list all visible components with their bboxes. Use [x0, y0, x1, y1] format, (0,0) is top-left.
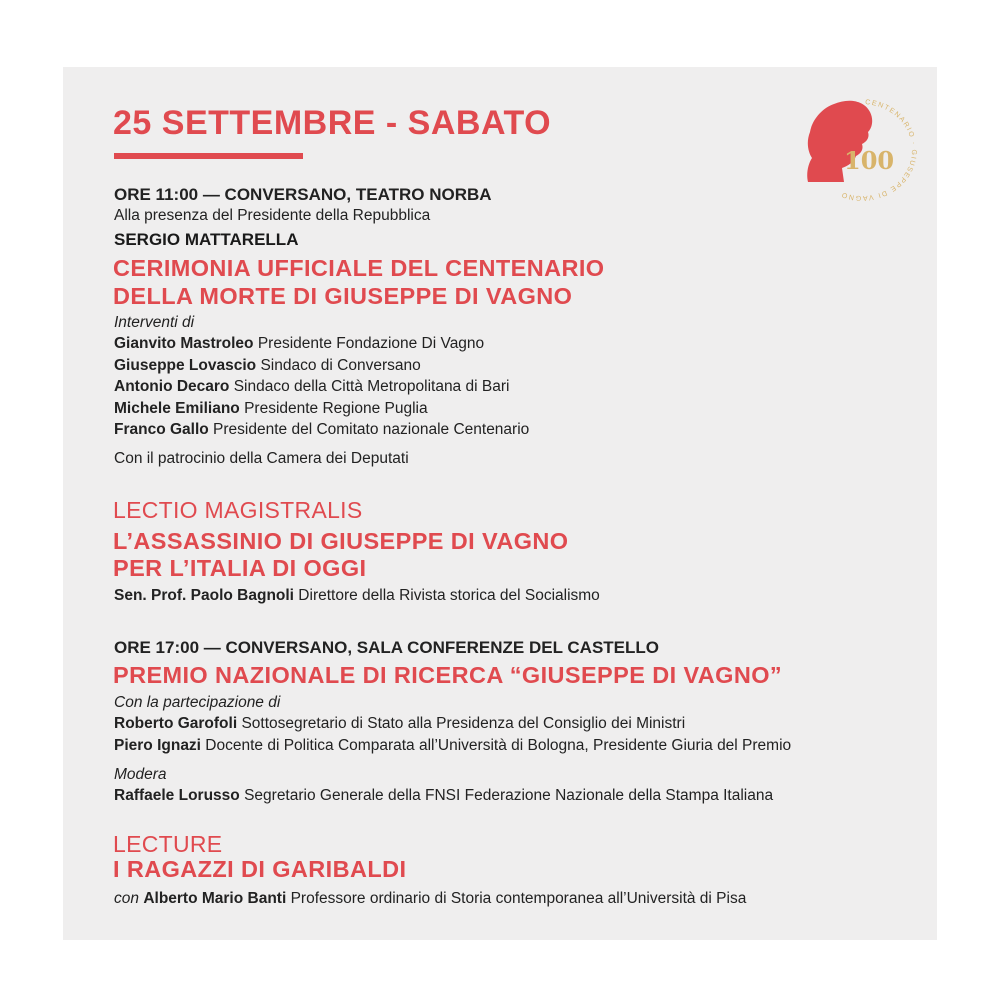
speaker-role: Presidente Regione Puglia: [239, 400, 428, 417]
lecture-prefix: con: [114, 890, 144, 907]
speaker-line: [114, 400, 428, 418]
speaker-name: Franco Gallo: [114, 421, 209, 438]
speaker-name: Gianvito Mastroleo: [114, 335, 254, 352]
speaker-role: Sindaco di Conversano: [256, 357, 421, 374]
lecture-title: I RAGAZZI DI GARIBALDI: [113, 856, 407, 882]
event1-title-line2: DELLA MORTE DI GIUSEPPE DI VAGNO: [113, 283, 573, 309]
moderator-role: Segretario Generale della FNSI Federazione Nazionale della Stampa Italiana: [239, 787, 774, 804]
lectio-title-line1: L’ASSASSINIO DI GIUSEPPE DI VAGNO: [113, 528, 569, 554]
speaker-line: [114, 715, 685, 733]
event1-guest: SERGIO MATTARELLA: [114, 230, 299, 249]
lecture-label: LECTURE: [113, 831, 223, 857]
speaker-role: Docente di Politica Comparata all’Università di Bologna, Presidente Giuria del Premio: [201, 737, 792, 754]
speaker-line: [114, 421, 529, 439]
speaker-name: Antonio Decaro: [114, 378, 230, 395]
speaker-name: Piero Ignazi: [114, 737, 201, 754]
lectio-speaker-name: Sen. Prof. Paolo Bagnoli: [114, 587, 294, 604]
lectio-title-line2: PER L’ITALIA DI OGGI: [113, 555, 367, 581]
moderator-label: Modera: [114, 766, 167, 783]
speaker-line: [114, 335, 484, 353]
lecture-speaker-line: [114, 890, 746, 908]
lecture-speaker-role: Professore ordinario di Storia contemporanea all’Università di Pisa: [286, 890, 747, 907]
speaker-role: Presidente Fondazione Di Vagno: [253, 335, 485, 352]
speaker-line: [114, 737, 791, 755]
lectio-label: LECTIO MAGISTRALIS: [113, 497, 363, 523]
speaker-name: Roberto Garofoli: [114, 715, 238, 732]
speaker-role: Sottosegretario di Stato alla Presidenza del Consiglio dei Ministri: [237, 715, 686, 732]
interventi-label: Interventi di: [114, 314, 195, 331]
patronage-note: Con il patrocinio della Camera dei Deputati: [114, 450, 409, 467]
centenary-logo: [804, 98, 920, 202]
participation-label: Con la partecipazione di: [114, 694, 281, 711]
logo-number: 100: [844, 146, 895, 175]
moderator-line: [114, 787, 773, 805]
event1-time-place: ORE 11:00 — CONVERSANO, TEATRO NORBA: [114, 185, 492, 204]
heading-underline: [114, 153, 303, 159]
speaker-line: [114, 357, 421, 375]
logo-circle-text: CENTENARIO · GIUSEPPE DI VAGNO: [839, 98, 918, 202]
speaker-name: Michele Emiliano: [114, 400, 240, 417]
lecture-speaker-name: Alberto Mario Banti: [143, 890, 287, 907]
event1-presence: Alla presenza del Presidente della Repubblica: [114, 207, 431, 224]
date-heading: 25 SETTEMBRE - SABATO: [113, 104, 552, 142]
lectio-speaker-line: [114, 587, 600, 605]
speaker-line: [114, 378, 509, 396]
event2-time-place: ORE 17:00 — CONVERSANO, SALA CONFERENZE DEL CASTELLO: [114, 638, 660, 657]
speaker-role: Sindaco della Città Metropolitana di Bari: [229, 378, 510, 395]
moderator-name: Raffaele Lorusso: [114, 787, 240, 804]
event1-title-line1: CERIMONIA UFFICIALE DEL CENTENARIO: [113, 255, 605, 281]
event2-title: PREMIO NAZIONALE DI RICERCA “GIUSEPPE DI VAGNO”: [113, 662, 783, 688]
lectio-speaker-role: Direttore della Rivista storica del Socialismo: [294, 587, 600, 604]
speaker-name: Giuseppe Lovascio: [114, 357, 257, 374]
speaker-role: Presidente del Comitato nazionale Centenario: [208, 421, 530, 438]
